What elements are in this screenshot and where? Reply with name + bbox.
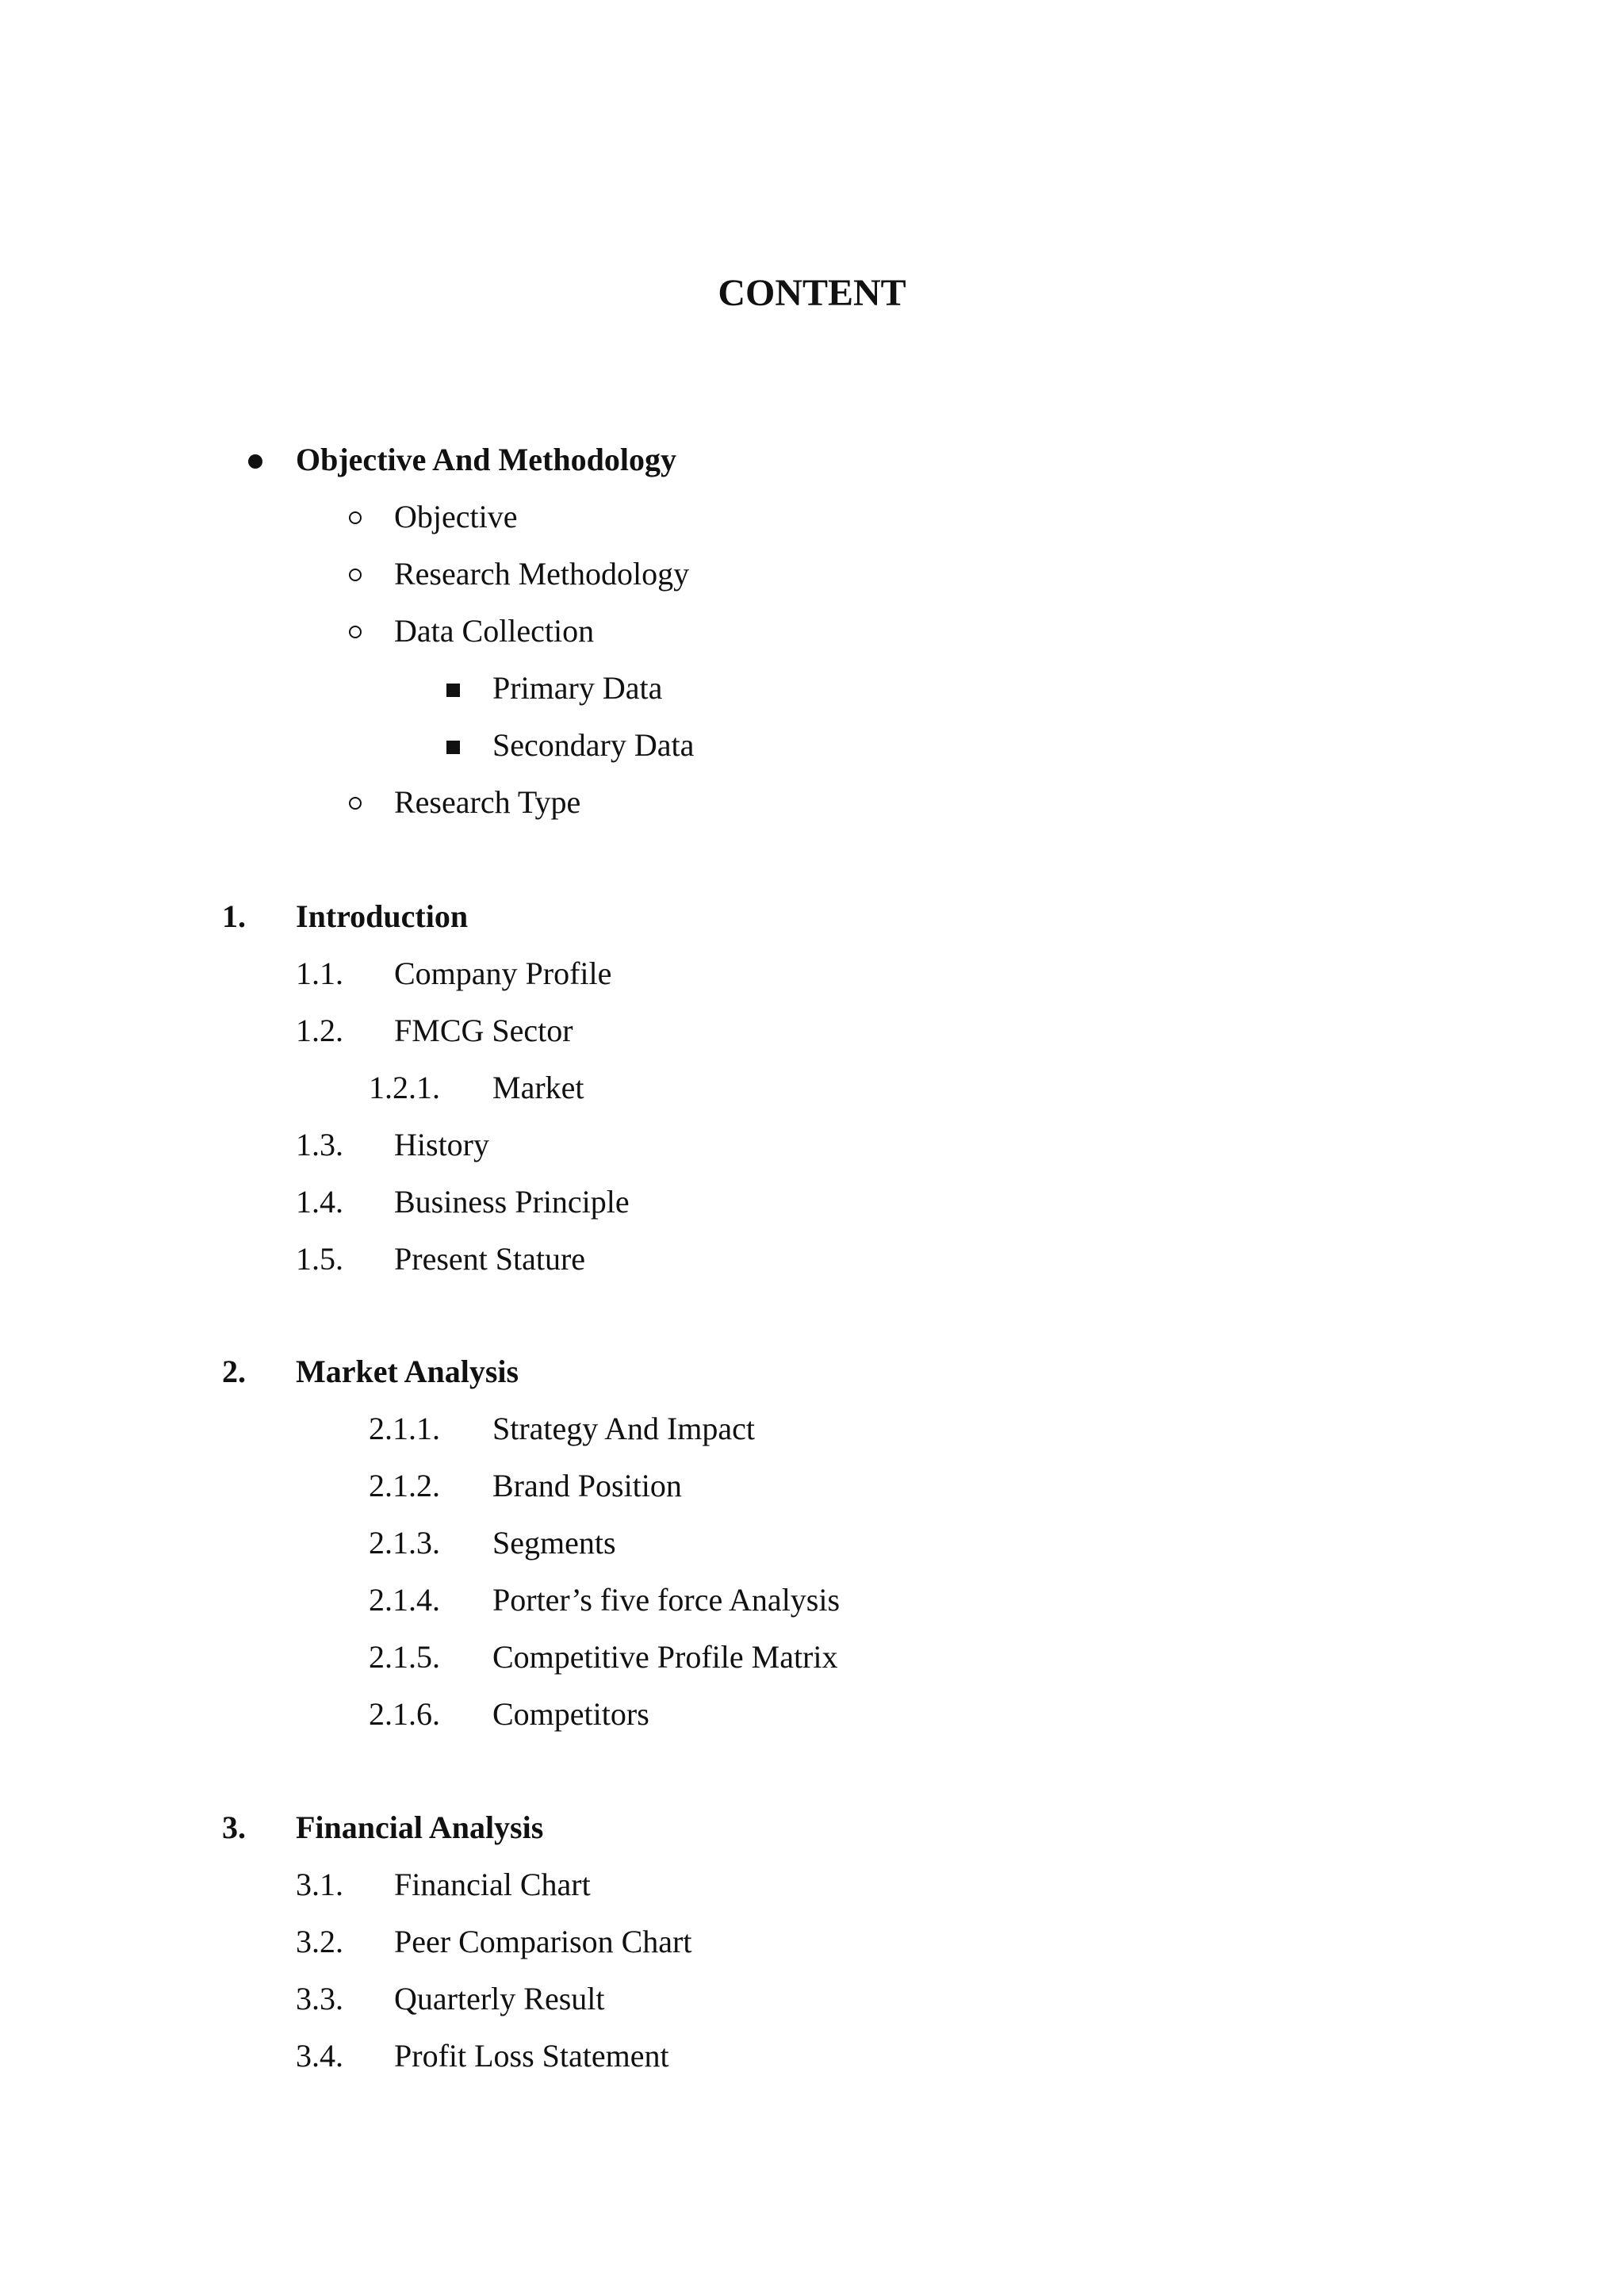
- toc-item-peer-comparison-chart: Peer Comparison Chart: [394, 1924, 692, 1959]
- section-number: 1.: [222, 898, 246, 934]
- toc-item-brand-position: Brand Position: [492, 1468, 682, 1503]
- toc-item-research-methodology: Research Methodology: [394, 556, 690, 592]
- toc-item-history: History: [394, 1127, 489, 1162]
- hollow-bullet-icon: [349, 569, 362, 581]
- item-number: 3.3.: [296, 1981, 343, 2016]
- item-number: 2.1.5.: [369, 1639, 440, 1675]
- toc-item-segments: Segments: [492, 1525, 616, 1561]
- item-number: 3.4.: [296, 2038, 343, 2074]
- toc-item-market: Market: [492, 1070, 584, 1105]
- item-number: 1.2.: [296, 1013, 343, 1048]
- item-number: 3.1.: [296, 1867, 343, 1902]
- toc-item-objective: Objective: [394, 499, 518, 534]
- square-bullet-icon: [446, 741, 460, 754]
- item-number: 1.1.: [296, 956, 343, 991]
- section-number: 3.: [222, 1810, 246, 1845]
- item-number: 1.3.: [296, 1127, 343, 1162]
- toc-item-present-stature: Present Stature: [394, 1241, 586, 1277]
- section-number: 2.: [222, 1354, 246, 1389]
- toc-item-porters-five-force-analysis: Porter’s five force Analysis: [492, 1582, 841, 1618]
- toc-heading-objective-methodology: Objective And Methodology: [296, 442, 676, 477]
- toc-heading-market-analysis: Market Analysis: [296, 1354, 519, 1389]
- toc-item-company-profile: Company Profile: [394, 956, 612, 991]
- toc-item-profit-loss-statement: Profit Loss Statement: [394, 2038, 669, 2074]
- item-number: 3.2.: [296, 1924, 343, 1959]
- toc-item-data-collection: Data Collection: [394, 613, 595, 649]
- filled-bullet-icon: [248, 454, 262, 469]
- item-number: 2.1.4.: [369, 1582, 440, 1618]
- toc-item-competitive-profile-matrix: Competitive Profile Matrix: [492, 1639, 838, 1675]
- page-title: CONTENT: [718, 272, 906, 314]
- item-number: 2.1.2.: [369, 1468, 440, 1503]
- item-number: 2.1.6.: [369, 1696, 440, 1732]
- toc-item-quarterly-result: Quarterly Result: [394, 1981, 605, 2016]
- hollow-bullet-icon: [349, 511, 362, 524]
- toc-heading-introduction: Introduction: [296, 898, 469, 934]
- toc-item-competitors: Competitors: [492, 1696, 649, 1732]
- item-number: 2.1.3.: [369, 1525, 440, 1561]
- toc-item-financial-chart: Financial Chart: [394, 1867, 591, 1902]
- square-bullet-icon: [446, 684, 460, 697]
- toc-subitem-secondary-data: Secondary Data: [492, 727, 695, 763]
- item-number: 1.5.: [296, 1241, 343, 1277]
- item-number: 2.1.1.: [369, 1411, 440, 1446]
- toc-item-strategy-and-impact: Strategy And Impact: [492, 1411, 756, 1446]
- toc-subitem-primary-data: Primary Data: [492, 670, 663, 706]
- toc-item-research-type: Research Type: [394, 784, 581, 820]
- item-number: 1.4.: [296, 1184, 343, 1220]
- hollow-bullet-icon: [349, 626, 362, 638]
- toc-item-fmcg-sector: FMCG Sector: [394, 1013, 573, 1048]
- item-number: 1.2.1.: [369, 1070, 440, 1105]
- toc-heading-financial-analysis: Financial Analysis: [296, 1810, 544, 1845]
- toc-item-business-principle: Business Principle: [394, 1184, 630, 1220]
- hollow-bullet-icon: [349, 797, 362, 810]
